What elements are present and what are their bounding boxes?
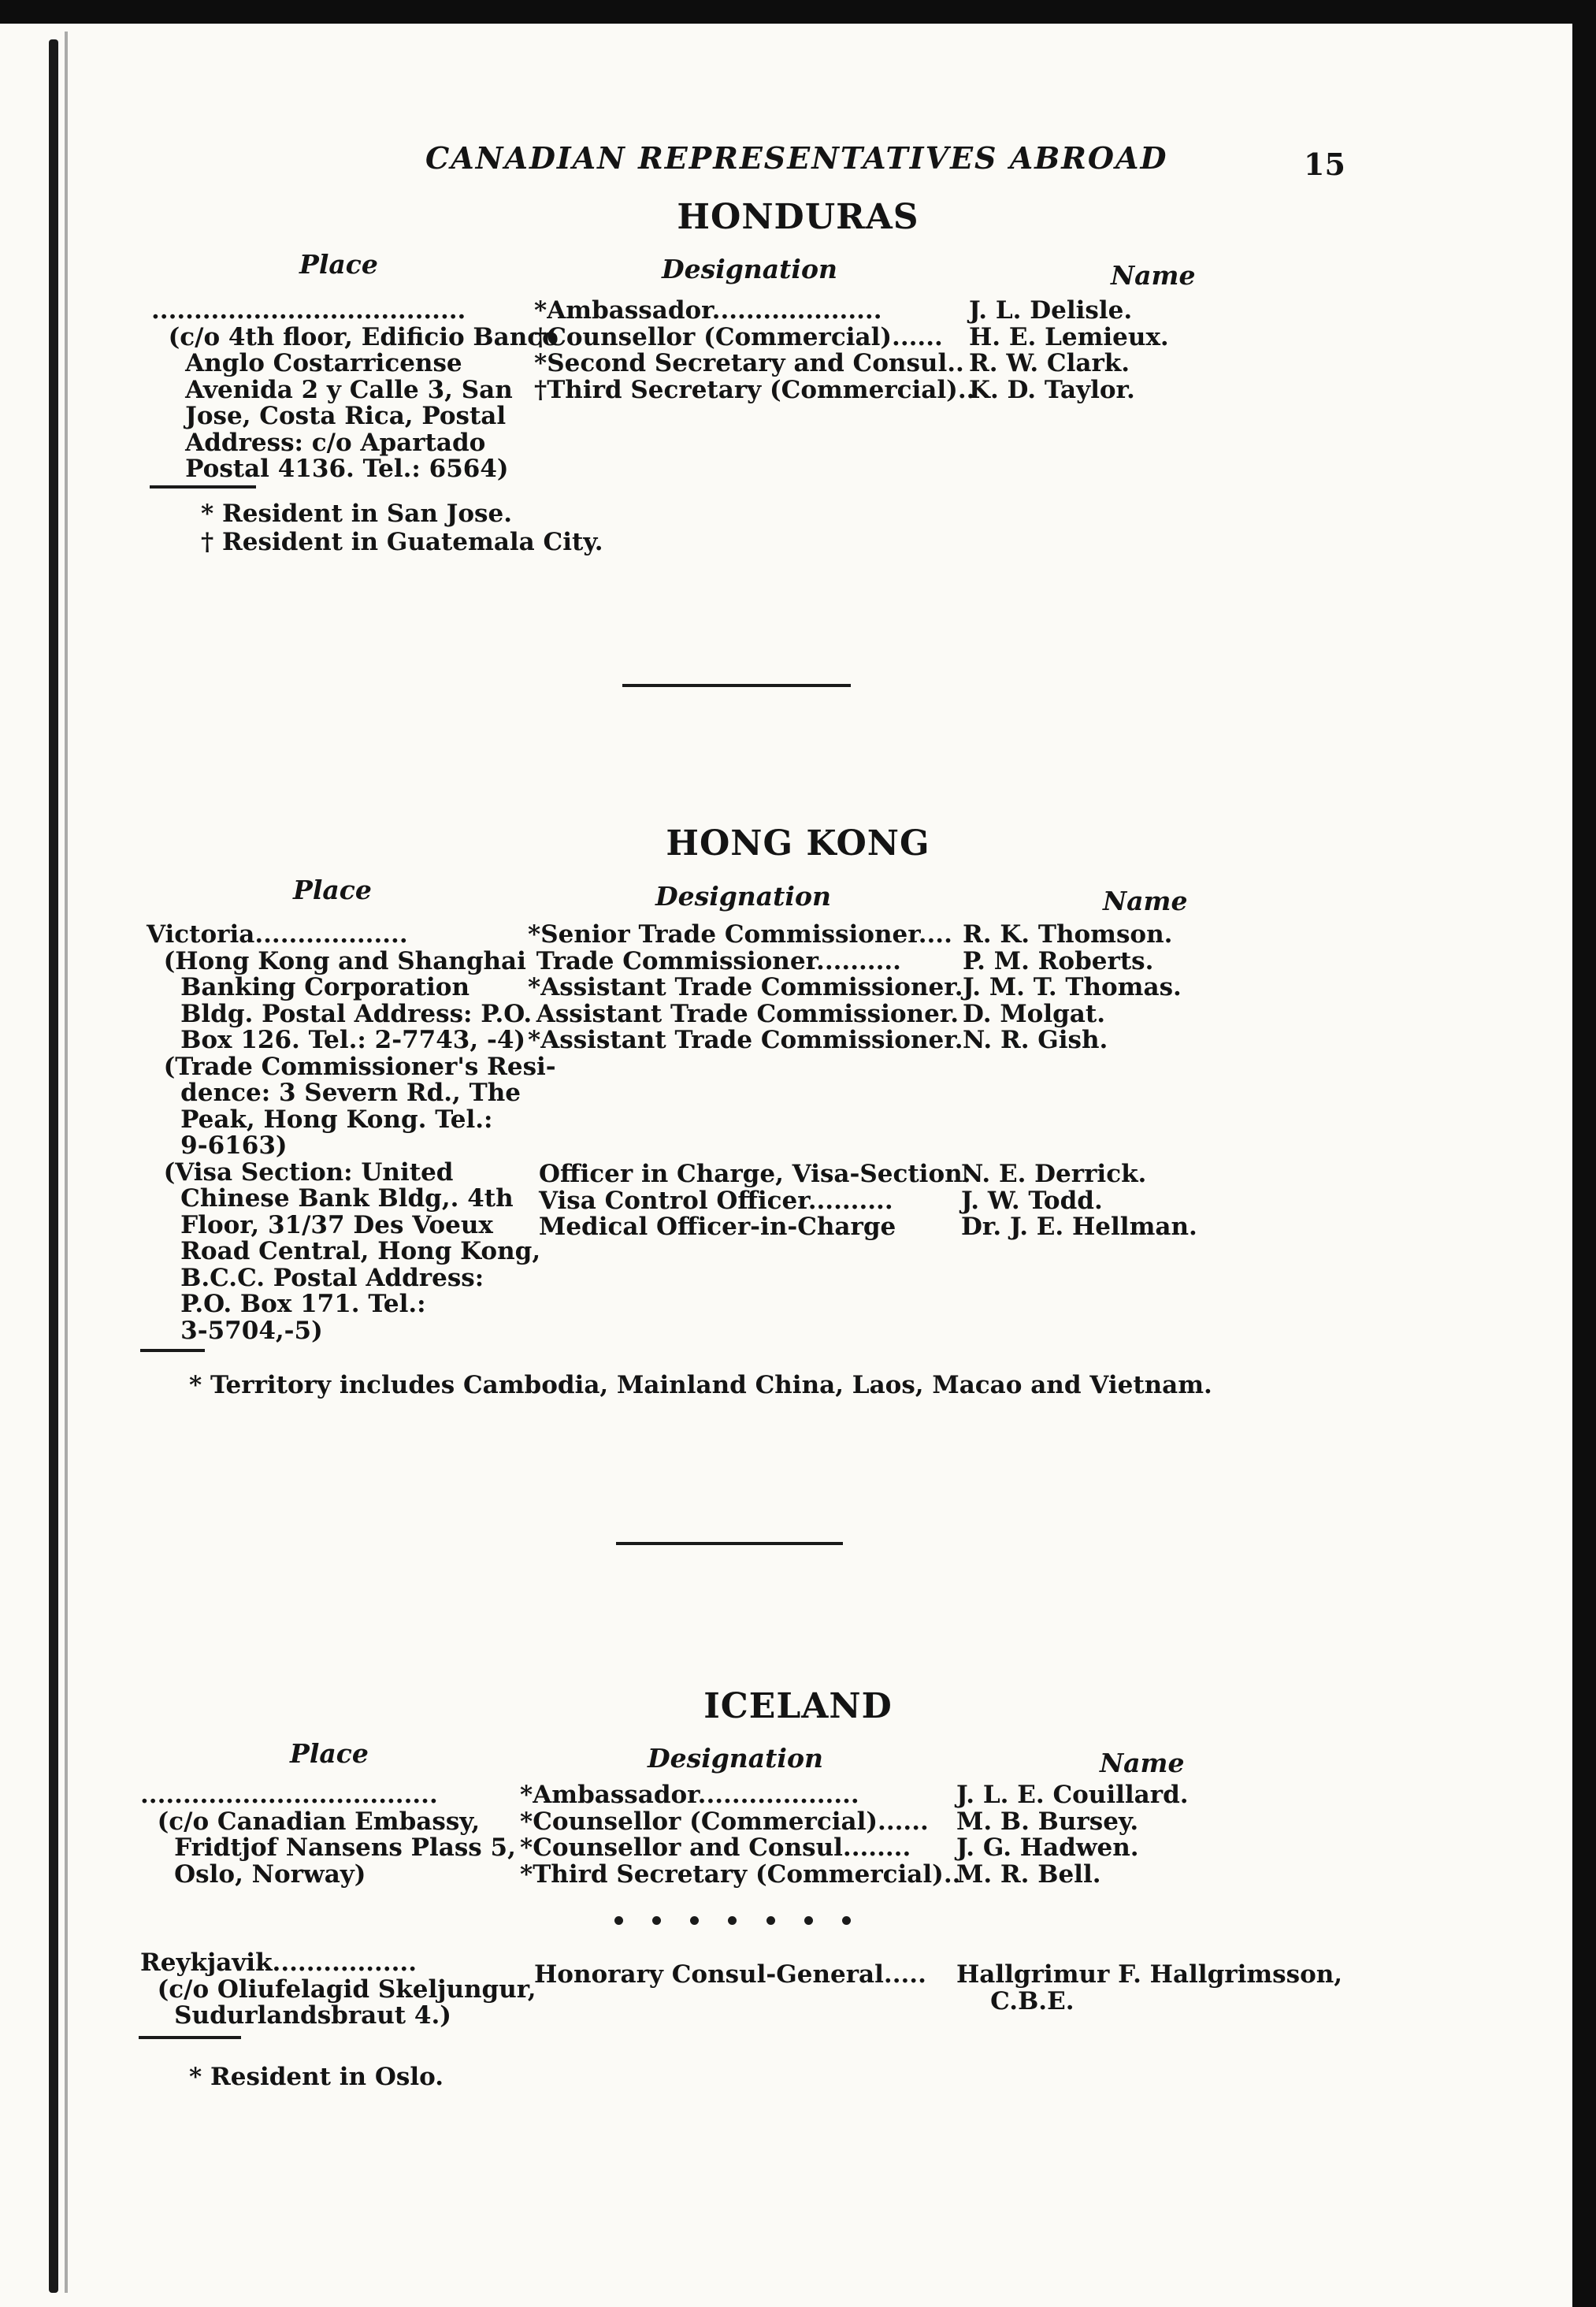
running-title: CANADIAN REPRESENTATIVES ABROAD bbox=[425, 140, 1168, 176]
footnote-rule bbox=[139, 2036, 241, 2039]
column-header-designation: Designation bbox=[648, 1743, 823, 1774]
section-divider bbox=[622, 684, 851, 687]
section-divider bbox=[616, 1542, 843, 1545]
column-header-name: Name bbox=[1103, 886, 1188, 916]
country-title-honduras: HONDURAS bbox=[677, 197, 919, 237]
footnote-rule bbox=[140, 1349, 205, 1352]
page-number: 15 bbox=[1304, 147, 1345, 182]
column-header-designation: Designation bbox=[662, 254, 837, 284]
name-iceland: J. L. E. Couillard. M. B. Bursey. J. G. Hadwen. M. R. Bell. bbox=[956, 1781, 1189, 1889]
name-reykjavik: Hallgrimur F. Hallgrimsson, C.B.E. bbox=[956, 1960, 1343, 2015]
footnote-rule bbox=[150, 485, 256, 489]
country-title-hong-kong: HONG KONG bbox=[666, 823, 930, 864]
scan-right-border bbox=[1572, 0, 1596, 2307]
column-header-name: Name bbox=[1100, 1748, 1185, 1778]
designation-hong-kong-visa: Officer in Charge, Visa-Section. Visa Control Officer.......... Medical Officer-in-Charge bbox=[539, 1160, 971, 1241]
column-header-designation: Designation bbox=[655, 881, 831, 912]
designation-hong-kong: *Senior Trade Commissioner.... Trade Commissioner.......... *Assistant Trade Commissioner. Assistant Trade Commissioner. *Assistant Trade Commissioner. bbox=[528, 920, 963, 1054]
name-hong-kong-visa: N. E. Derrick. J. W. Todd. Dr. J. E. Hellman. bbox=[961, 1160, 1197, 1241]
footnote: * Territory includes Cambodia, Mainland China, Laos, Macao and Vietnam. bbox=[189, 1371, 1212, 1399]
footnote: * Resident in Oslo. bbox=[189, 2063, 444, 2091]
binding-edge-shadow bbox=[65, 32, 68, 2293]
place-iceland: ................................... (c/o Canadian Embassy, Fridtjof Nansens Plass 5, Oslo, Norway) bbox=[140, 1781, 516, 1889]
place-reykjavik: Reykjavik................. (c/o Oliufelagid Skeljungur, Sudurlandsbraut 4.) bbox=[140, 1949, 536, 2030]
designation-reykjavik: Honorary Consul-General..... bbox=[534, 1960, 926, 1989]
scan-top-border bbox=[0, 0, 1596, 24]
designation-honduras: *Ambassador.................... †Counsellor (Commercial)...... *Second Secretary and Consul.. †Third Secretary (Commercial).. bbox=[534, 296, 975, 404]
name-honduras: J. L. Delisle. H. E. Lemieux. R. W. Clark. K. D. Taylor. bbox=[969, 296, 1169, 404]
column-header-name: Name bbox=[1111, 260, 1196, 291]
place-honduras: ..................................... (c/o 4th floor, Edificio Banco Anglo Costarricense Avenida 2 y Calle 3, San Jose, Costa Rica, Postal Address: c/o Apartado Postal 4136. Tel.: 6564) bbox=[151, 296, 559, 483]
country-title-iceland: ICELAND bbox=[703, 1686, 893, 1726]
designation-iceland: *Ambassador................... *Counsellor (Commercial)...... *Counsellor and Consul........ *Third Secretary (Commercial).. bbox=[520, 1781, 961, 1889]
column-header-place: Place bbox=[299, 249, 378, 280]
name-hong-kong: R. K. Thomson. P. M. Roberts. J. M. T. Thomas. D. Molgat. N. R. Gish. bbox=[963, 920, 1182, 1054]
column-header-place: Place bbox=[293, 875, 372, 905]
column-header-place: Place bbox=[290, 1738, 369, 1769]
footnote: * Resident in San Jose. bbox=[201, 500, 512, 528]
footnote: † Resident in Guatemala City. bbox=[201, 528, 603, 556]
place-hong-kong: Victoria.................. (Hong Kong and Shanghai Banking Corporation Bldg. Postal Address: P.O. Box 126. Tel.: 2-7743, -4) (Trade Commissioner's Resi- dence: 3 Severn Rd., The Peak, Hong Kong. Tel.: 9-6163) (Visa Section: United Chinese Bank Bldg,. 4th Floor, 31/37 Des Voeux Road Central, Hong Kong, B.C.C. Postal Address: P.O. Box 171. Tel.: 3-5704,-5) bbox=[147, 920, 556, 1345]
binding-edge bbox=[49, 39, 58, 2293]
dotted-separator bbox=[614, 1916, 851, 1925]
